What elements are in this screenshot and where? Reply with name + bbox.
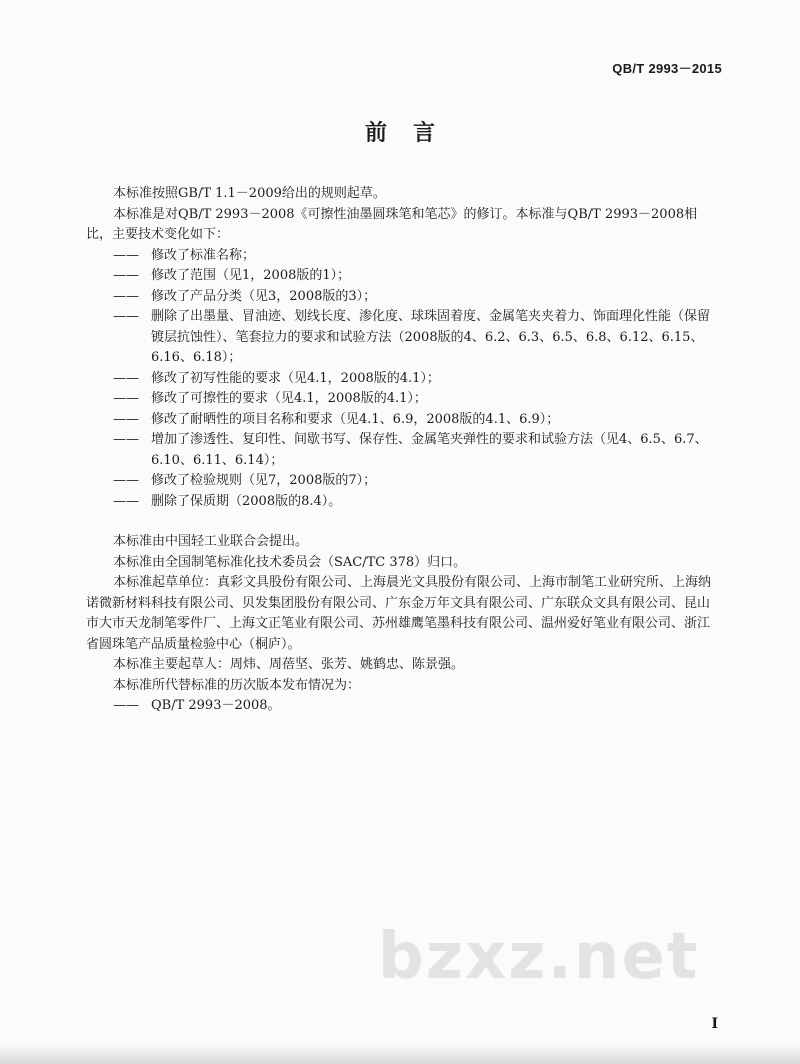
dash-marker: —— (113, 247, 139, 263)
dash-marker: —— (113, 493, 139, 509)
list-item-text: 增加了渗透性、复印性、间歇书写、保存性、金属笔夹弹性的要求和试验方法（见4、6.5、6.7、6.10、6.11、6.14）； (151, 432, 708, 468)
dash-marker: —— (113, 309, 139, 324)
dash-marker: —— (113, 288, 139, 304)
list-item-text: 删除了出墨量、冒油迹、划线长度、渗化度、球珠固着度、金属笔夹夹着力、饰面理化性能（保留镀层抗蚀性）、笔套拉力的要求和试验方法（2008版的4、6.2、6.3、6.5、6.8、6.12、6.15、6.16、6.18）； (151, 309, 711, 365)
list-item-text: 修改了初写性能的要求（见4.1，2008版的4.1）； (151, 370, 440, 386)
document-body (86, 184, 716, 717)
dash-marker: —— (113, 473, 139, 488)
replaced-version: QB/T 2993－2008。 (151, 698, 281, 713)
list-item (86, 307, 716, 369)
list-item-text: 修改了可擦性的要求（见4.1，2008版的4.1）； (151, 391, 427, 406)
standard-number: QB/T 2993－2015 (612, 61, 722, 76)
page-bottom-edge (0, 1044, 800, 1064)
list-item (86, 389, 716, 410)
dash-marker: —— (113, 411, 139, 427)
watermark: bzxz.net (378, 920, 700, 994)
list-item-text: 修改了检验规则（见7，2008版的7）； (151, 473, 377, 488)
list-item-text: 修改了范围（见1，2008版的1）； (151, 268, 351, 283)
list-item-text: 修改了产品分类（见3，2008版的3）； (151, 288, 377, 304)
paragraph: 本标准是对QB/T 2993－2008《可擦性油墨圆珠笔和笔芯》的修订。本标准与QB/T 2993－2008相比，主要技术变化如下： (86, 206, 698, 242)
paragraph: 本标准由全国制笔标准化技术委员会（SAC/TC 378）归口。 (113, 554, 467, 570)
paragraph: 本标准所代替标准的历次版本发布情况为： (113, 677, 361, 693)
list-item (86, 369, 716, 390)
dash-marker: —— (113, 432, 139, 447)
spacer (86, 512, 716, 532)
changes-list (86, 246, 716, 513)
dash-marker: —— (113, 391, 139, 406)
dash-marker: —— (113, 370, 139, 386)
list-item (86, 492, 716, 513)
paragraph: 本标准由中国轻工业联合会提出。 (113, 534, 309, 549)
paragraph: 本标准主要起草人：周炜、周蓓坚、张芳、姚鹤忠、陈景强。 (113, 657, 465, 672)
list-item (86, 430, 716, 471)
dash-marker: —— (113, 698, 139, 713)
list-item-text: 修改了耐晒性的项目名称和要求（见4.1、6.9，2008版的4.1、6.9）； (151, 411, 560, 427)
list-item (86, 410, 716, 431)
list-item (86, 471, 716, 492)
list-item (86, 266, 716, 287)
list-item (86, 696, 716, 717)
list-item-text: 删除了保质期（2008版的8.4）。 (151, 493, 342, 509)
list-item (86, 287, 716, 308)
dash-marker: —— (113, 268, 139, 283)
paragraph: 本标准按照GB/T 1.1－2009给出的规则起草。 (113, 186, 386, 201)
page-number: I (711, 1016, 718, 1032)
list-item (86, 246, 716, 267)
list-item-text: 修改了标准名称； (151, 247, 256, 263)
page-title: 前言 (364, 120, 461, 146)
paragraph: 本标准起草单位：真彩文具股份有限公司、上海晨光文具股份有限公司、上海市制笔工业研究所、上海纳诺微新材料科技有限公司、贝发集团股份有限公司、广东金万年文具有限公司、广东联众文具有限公司、昆山市大市天龙制笔零件厂、上海文正笔业有限公司、苏州雄鹰笔墨科技有限公司、温州爱好笔业有限公司、浙江省圆珠笔产品质量检验中心（桐庐）。 (86, 575, 712, 652)
